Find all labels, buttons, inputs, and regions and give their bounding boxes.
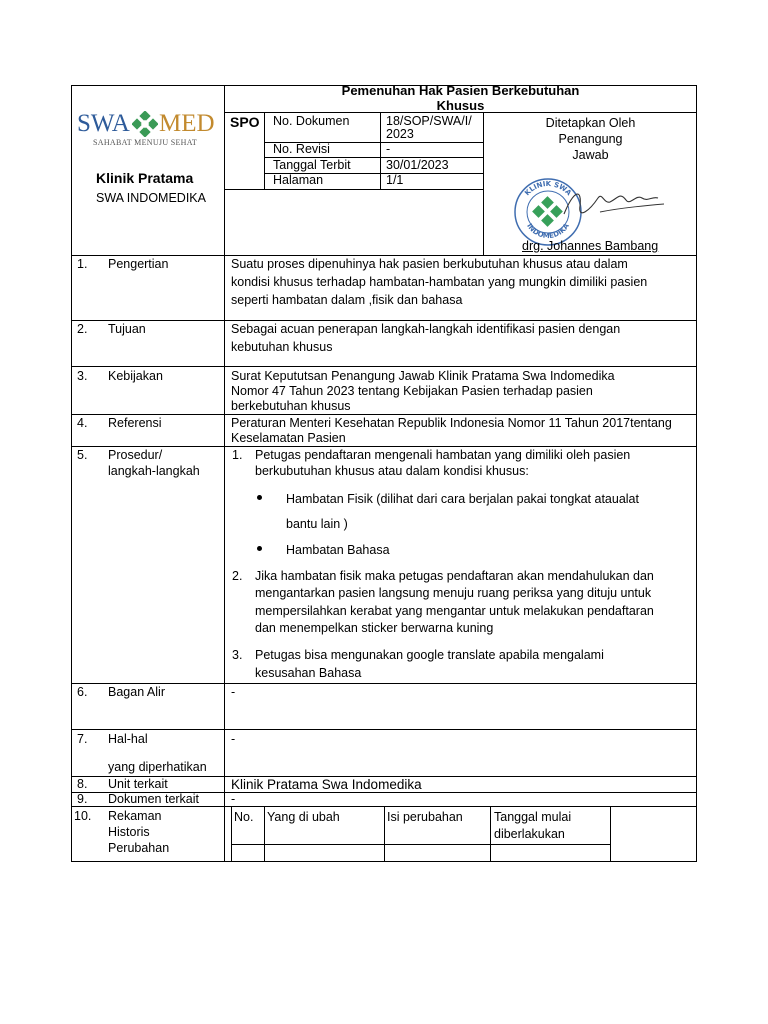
approval-line3: Jawab: [572, 148, 609, 162]
field-label-halaman: Halaman: [273, 173, 324, 187]
field-label-no-revisi: No. Revisi: [273, 142, 330, 156]
tujuan-text: kebutuhan khusus: [231, 340, 333, 354]
row-label-hal-hal: Hal-hal: [108, 732, 148, 746]
row-number-9: 9.: [77, 792, 88, 806]
row-label-referensi: Referensi: [108, 416, 162, 430]
row-number-1: 1.: [77, 257, 88, 271]
pengertian-text: Suatu proses dipenuhinya hak pasien berkubutuhan khusus atau dalam: [231, 257, 628, 271]
field-value-tanggal-terbit: 30/01/2023: [386, 158, 449, 172]
history-header-no: No.: [234, 810, 254, 824]
row-label-prosedur-line2: langkah-langkah: [108, 464, 200, 478]
row-label-hal-hal-line2: yang diperhatikan: [108, 760, 207, 774]
step-number-1: 1.: [232, 448, 243, 462]
logo-text-swa: SWA: [77, 110, 130, 137]
step-3-text: kesusahan Bahasa: [255, 666, 362, 680]
field-value-no-revisi: -: [386, 142, 391, 156]
kebijakan-text: Surat Kepututsan Penangung Jawab Klinik Pratama Swa Indomedika: [231, 369, 615, 383]
approval-line1: Ditetapkan Oleh: [545, 116, 636, 130]
row-number-6: 6.: [77, 685, 88, 699]
row-label-unit-terkait: Unit terkait: [108, 777, 168, 791]
step-number-3: 3.: [232, 648, 243, 662]
spo-label: SPO: [230, 114, 260, 130]
bullet-1-text: Hambatan Fisik (dilihat dari cara berjalan pakai tongkat ataualat: [286, 492, 639, 506]
row-label-pengertian: Pengertian: [108, 257, 169, 271]
stamp-text-bottom: INDOMEDIKA: [525, 222, 571, 241]
step-2-text: dan menempelkan sticker berwarna kuning: [255, 621, 494, 635]
history-header-tanggal: Tanggal mulai: [494, 810, 572, 824]
field-label-tanggal-terbit: Tanggal Terbit: [273, 158, 351, 172]
history-header-isi-perubahan: Isi perubahan: [387, 810, 463, 824]
step-2-text: Jika hambatan fisik maka petugas pendaftaran akan mendahulukan dan: [255, 569, 654, 583]
step-2-text: mengantarkan pasien langsung menuju ruang periksa yang dituju untuk: [255, 586, 652, 600]
row-number-5: 5.: [77, 448, 88, 462]
clinic-logo: [77, 110, 223, 150]
step-number-2: 2.: [232, 569, 243, 583]
row-number-4: 4.: [77, 416, 88, 430]
row-number-2: 2.: [77, 322, 88, 336]
signature-icon: [560, 184, 670, 230]
row-label-rekaman-line3: Perubahan: [108, 841, 170, 855]
field-value-no-dokumen-line2: 2023: [386, 127, 414, 141]
bullet-1-text: bantu lain ): [286, 517, 348, 531]
signatory-name: drg. Johannes Bambang: [522, 239, 659, 253]
row-label-rekaman-line2: Historis: [108, 825, 150, 839]
bagan-alir-value: -: [231, 685, 236, 699]
stamp-text-top: KLINIK SWA: [523, 179, 573, 198]
document-title-line2: Khusus: [436, 98, 485, 113]
bullet-icon: [257, 546, 262, 551]
bullet-icon: [257, 495, 262, 500]
pengertian-text: kondisi khusus terhadap hambatan-hambatan yang mungkin dimiliki pasien: [231, 275, 648, 289]
history-header-tanggal-line2: diberlakukan: [494, 827, 565, 841]
logo-mark-icon: [132, 111, 158, 137]
step-3-text: Petugas bisa mengunakan google translate apabila mengalami: [255, 648, 604, 662]
row-number-7: 7.: [77, 732, 88, 746]
referensi-text: Keselamatan Pasien: [231, 431, 346, 445]
hal-hal-value: -: [231, 732, 236, 746]
step-2-text: mempersilahkan kerabat yang mengantar untuk melakukan pendaftaran: [255, 604, 654, 618]
history-header-yang-di-ubah: Yang di ubah: [267, 810, 340, 824]
row-label-bagan-alir: Bagan Alir: [108, 685, 165, 699]
row-number-8: 8.: [77, 777, 88, 791]
field-value-no-dokumen: 18/SOP/SWA/I/: [386, 114, 472, 128]
kebijakan-text: berkebutuhan khusus: [231, 399, 351, 413]
document-title: Pemenuhan Hak Pasien Berkebutuhan: [341, 83, 580, 98]
bullet-2-text: Hambatan Bahasa: [286, 543, 390, 557]
logo-tagline: SAHABAT MENUJU SEHAT: [93, 138, 198, 147]
approval-line2: Penangung: [558, 132, 623, 146]
logo-text-med: MED: [159, 110, 215, 137]
row-number-10: 10.: [74, 809, 92, 823]
kebijakan-text: Nomor 47 Tahun 2023 tentang Kebijakan Pasien terhadap pasien: [231, 384, 593, 398]
row-label-kebijakan: Kebijakan: [108, 369, 163, 383]
clinic-name: Klinik Pratama: [96, 170, 194, 186]
row-number-3: 3.: [77, 369, 88, 383]
field-label-no-dokumen: No. Dokumen: [273, 114, 350, 128]
field-value-halaman: 1/1: [386, 173, 404, 187]
row-label-tujuan: Tujuan: [108, 322, 146, 336]
pengertian-text: seperti hambatan dalam ,fisik dan bahasa: [231, 293, 463, 307]
step-1-text: berkubutuhan khusus atau dalam kondisi khusus:: [255, 464, 529, 478]
unit-terkait-value: Klinik Pratama Swa Indomedika: [231, 777, 422, 792]
row-label-prosedur: Prosedur/: [108, 448, 163, 462]
row-label-dokumen-terkait: Dokumen terkait: [108, 792, 200, 806]
step-1-text: Petugas pendaftaran mengenali hambatan yang dimiliki oleh pasien: [255, 448, 631, 462]
dokumen-terkait-value: -: [231, 792, 236, 806]
clinic-subtitle: SWA INDOMEDIKA: [96, 191, 206, 205]
referensi-text: Peraturan Menteri Kesehatan Republik Indonesia Nomor 11 Tahun 2017tentang: [231, 416, 672, 430]
row-label-rekaman: Rekaman: [108, 809, 162, 823]
tujuan-text: Sebagai acuan penerapan langkah-langkah identifikasi pasien dengan: [231, 322, 621, 336]
